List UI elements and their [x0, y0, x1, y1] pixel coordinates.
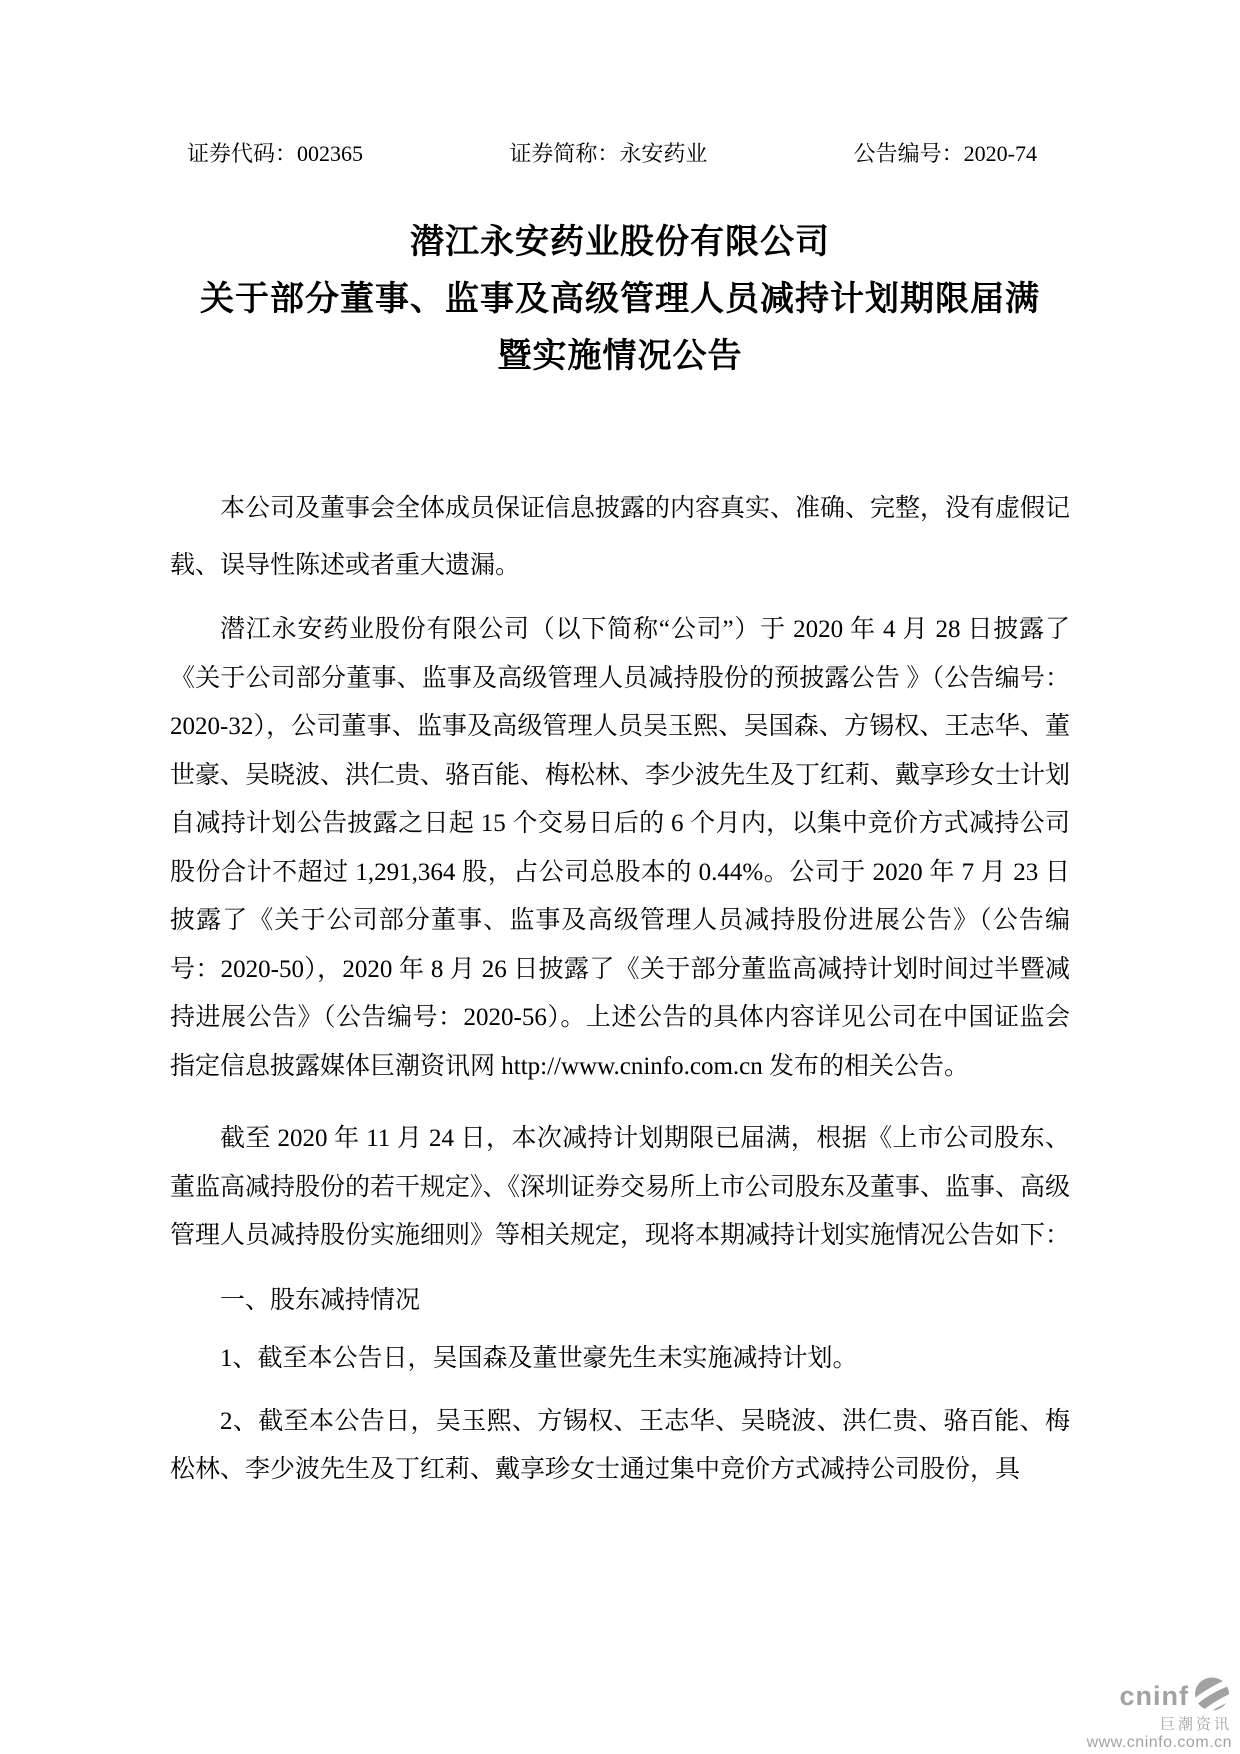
cninfo-chinese-name: 巨潮资讯	[1159, 1716, 1232, 1733]
announcement-number: 公告编号：2020-74	[853, 141, 1037, 166]
disclaimer-paragraph: 本公司及董事会全体成员保证信息披露的内容真实、准确、完整，没有虚假记载、误导性陈述或者重大遗漏。	[170, 495, 1071, 579]
document-header	[187, 140, 1037, 168]
reduction-plan-background-paragraph: 潜江永安药业股份有限公司（以下简称“公司”）于 2020 年 4 月 28 日披露了《关于公司部分董事、监事及高级管理人员减持股份的预披露公告 》（公告编号：2020-32），公司董事、监事及高级管理人员吴玉熙、吴国森、方锡权、王志华、董世豪、吴晓波、洪仁贵、骆百能、梅松林、李少波先生及丁红莉、戴享珍女士计划自减持计划公告披露之日起 15 个交易日后的 6 个月内，以集中竞价方式减持公司股份合计不超过 1,291,364 股，占公司总股本的 0.44%。公司于 2020 年 7 月 23 日披露了《关于公司部分董事、监事及高级管理人员减持股份进展公告》（公告编号：2020-50），2020 年 8 月 26 日披露了《关于部分董监高减持计划时间过半暨减持进展公告》（公告编号：2020-56）。上述公告的具体内容详见公司在中国证监会指定信息披露媒体巨潮资讯网 http://www.cninfo.com.cn 发布的相关公告。	[170, 616, 1071, 1080]
document-title	[120, 214, 1120, 385]
section1-item-1: 1、截至本公告日，吴国森及董世豪先生未实施减持计划。	[220, 1345, 858, 1372]
stock-code: 证券代码：002365	[187, 141, 364, 166]
stock-short-name: 证券简称：永安药业	[509, 141, 708, 166]
section1-heading: 一、股东减持情况	[220, 1286, 421, 1314]
cninfo-watermark	[1087, 1675, 1232, 1752]
cninfo-watermark-top-row	[1087, 1675, 1232, 1718]
title-company-name: 潜江永安药业股份有限公司	[410, 223, 830, 261]
section1-item-2: 2、截至本公告日，吴玉熙、方锡权、王志华、吴晓波、洪仁贵、骆百能、梅松林、李少波先生及丁红莉、戴享珍女士通过集中竞价方式减持公司股份，具	[170, 1407, 1070, 1483]
document-body	[170, 480, 1070, 1495]
title-subject-line-2: 暨实施情况公告	[497, 337, 743, 375]
cninfo-globe-icon	[1192, 1675, 1232, 1718]
title-subject-line-1: 关于部分董事、监事及高级管理人员减持计划期限届满	[200, 280, 1040, 318]
plan-expiry-paragraph: 截至 2020 年 11 月 24 日，本次减持计划期限已届满，根据《上市公司股东、董监高减持股份的若干规定》、《深圳证券交易所上市公司股东及董事、监事、高级管理人员减持股份实施细则》等相关规定，现将本期减持计划实施情况公告如下：	[170, 1125, 1071, 1249]
cninfo-brand-text: cninf	[1119, 1681, 1189, 1711]
cninfo-url: www.cninfo.com.cn	[1086, 1734, 1232, 1751]
